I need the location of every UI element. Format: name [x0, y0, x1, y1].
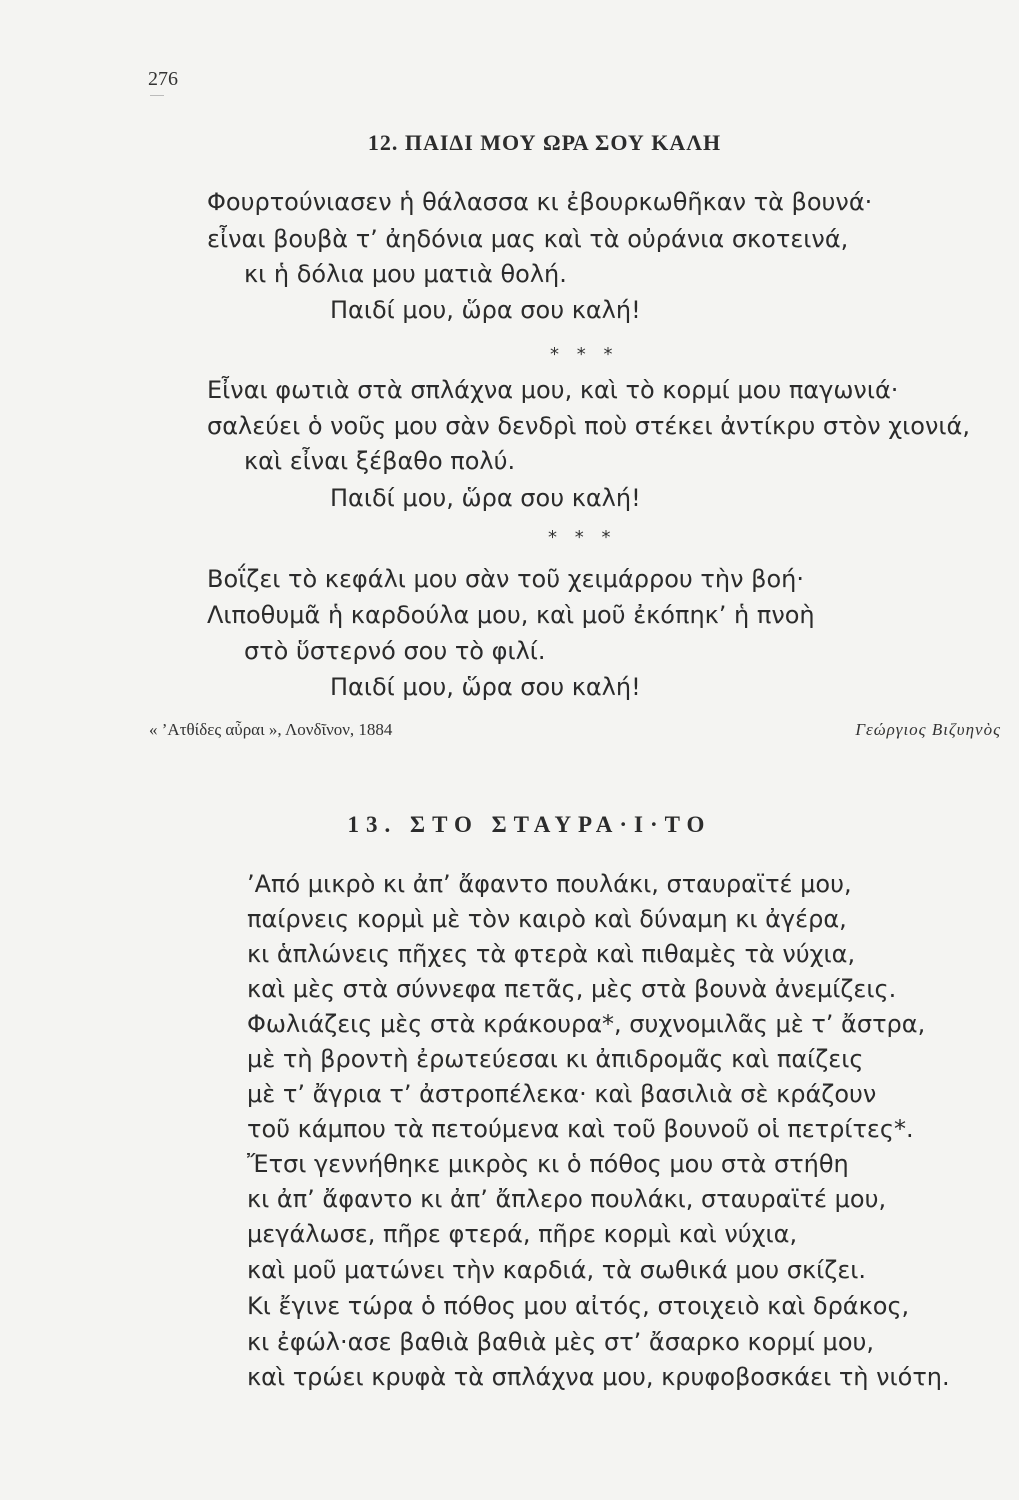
poem-13-line: Κι ἔγινε τώρα ὁ πόθος μου αἰτός, στοιχειὸ καὶ δράκος, [247, 1292, 910, 1320]
poem-13-line: καὶ μοῦ ματώνει τὴν καρδιά, τὰ σωθικά μου σκίζει. [247, 1256, 867, 1284]
poem-13-line: καὶ μὲς στὰ σύννεφα πετᾶς, μὲς στὰ βουνὰ ἀνεμίζεις. [247, 975, 897, 1003]
poem-13-line: Φωλιάζεις μὲς στὰ κράκουρα*, συχνομιλᾶς μὲ τ’ ἄστρα, [247, 1010, 926, 1038]
poem-12-line: σαλεύει ὁ νοῦς μου σὰν δενδρὶ ποὺ στέκει ἀντίκρυ στὸν χιονιά, [207, 412, 970, 440]
poem-12-source: « ’Ατθίδες αὖραι », Λονδῖνον, 1884 [149, 720, 393, 739]
poem-13-line: καὶ τρώει κρυφὰ τὰ σπλάχνα μου, κρυφοβοσκάει τὴ νιότη. [247, 1363, 950, 1391]
margin-mark [150, 95, 164, 96]
poem-12-line: στὸ ὕστερνό σου τὸ φιλί. [244, 637, 546, 665]
poem-12-author: Γεώργιος Βιζυηνὸς [855, 720, 1001, 739]
poem-13-line: μὲ τ’ ἄγρια τ’ ἀστροπέλεκα· καὶ βασιλιὰ σὲ κράζουν [247, 1080, 877, 1108]
poem-13-line: μεγάλωσε, πῆρε φτερά, πῆρε κορμὶ καὶ νύχια, [247, 1220, 798, 1248]
poem-13-line: Ἔτσι γεννήθηκε μικρὸς κι ὁ πόθος μου στὰ στήθη [247, 1150, 849, 1178]
poem-12-line: Βοΐζει τὸ κεφάλι μου σὰν τοῦ χειμάρρου τὴν βοή· [207, 565, 804, 593]
poem-12-refrain: Παιδί μου, ὥρα σου καλή! [330, 673, 641, 701]
poem-13-line: κι ἐφώλ·ασε βαθιὰ βαθιὰ μὲς στ’ ἄσαρκο κορμί μου, [247, 1328, 875, 1356]
poem-12-line: Λιποθυμᾶ ἡ καρδούλα μου, καὶ μοῦ ἐκόπηκ’ ἡ πνοὴ [207, 601, 815, 629]
poem-12-title: 12. ΠΑΙΔΙ ΜΟΥ ΩΡΑ ΣΟΥ ΚΑΛΗ [367, 130, 722, 155]
poem-12-line: καὶ εἶναι ξέβαθο πολύ. [244, 447, 516, 475]
poem-12-line: κι ἡ δόλια μου ματιὰ θολή. [244, 260, 567, 288]
poem-12-refrain: Παιδί μου, ὥρα σου καλή! [330, 484, 641, 512]
poem-12-line: Φουρτούνιασεν ἡ θάλασσα κι ἐβουρκωθῆκαν τὰ βουνά· [207, 188, 873, 216]
poem-13-line: παίρνεις κορμὶ μὲ τὸν καιρὸ καὶ δύναμη κι ἀγέρα, [247, 905, 847, 933]
poem-12-line: Εἶναι φωτιὰ στὰ σπλάχνα μου, καὶ τὸ κορμί μου παγωνιά· [207, 376, 899, 404]
poem-13-line: τοῦ κάμπου τὰ πετούμενα καὶ τοῦ βουνοῦ οἱ πετρίτες*. [247, 1115, 914, 1143]
poem-13-line: κι ἀπ’ ἄφαντο κι ἀπ’ ἄπλερο πουλάκι, σταυραϊτέ μου, [247, 1185, 887, 1213]
stanza-separator: * * * [548, 527, 617, 548]
poem-12-line: εἶναι βουβὰ τ’ ἀηδόνια μας καὶ τὰ οὐράνια σκοτεινά, [207, 225, 849, 253]
stanza-separator: * * * [550, 344, 619, 365]
page-number: 276 [148, 68, 178, 90]
poem-13-title: 13. ΣΤΟ ΣΤΑΥΡΑ·Ι·ΤΟ [347, 812, 712, 837]
poem-13-line: κι ἁπλώνεις πῆχες τὰ φτερὰ καὶ πιθαμὲς τὰ νύχια, [247, 940, 856, 968]
poem-13-line: μὲ τὴ βροντὴ ἐρωτεύεσαι κι ἀπιδρομᾶς καὶ παίζεις [247, 1045, 864, 1073]
poem-12-refrain: Παιδί μου, ὥρα σου καλή! [330, 296, 641, 324]
poem-13-line: ’Από μικρὸ κι ἀπ’ ἄφαντο πουλάκι, σταυραϊτέ μου, [247, 870, 852, 898]
